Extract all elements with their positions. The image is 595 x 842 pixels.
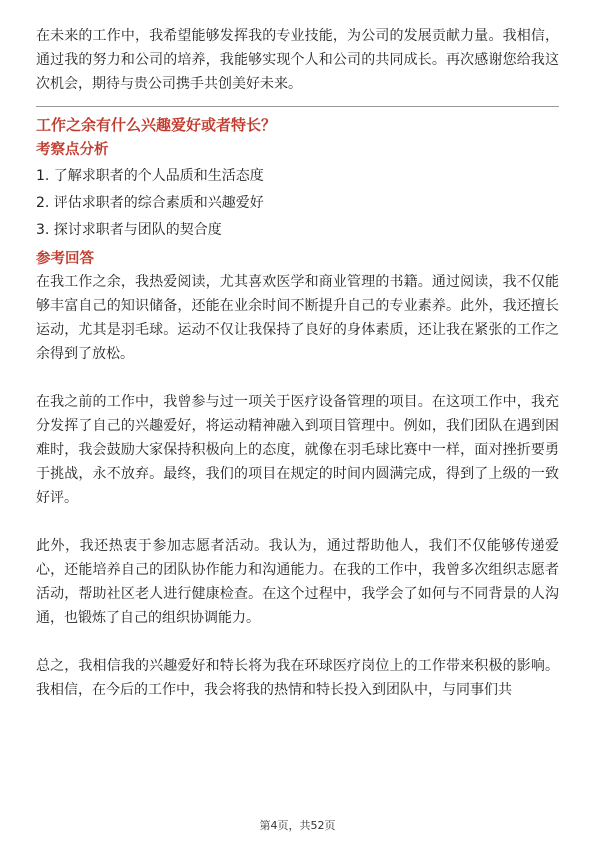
paragraph-gap bbox=[36, 366, 559, 390]
paragraph-gap bbox=[36, 510, 559, 534]
answer-paragraph: 总之，我相信我的兴趣爱好和特长将为我在环球医疗岗位上的工作带来积极的影响。我相信，在今后的工作中，我会将我的热情和特长投入到团队中，与同事们共 bbox=[36, 658, 559, 698]
intro-paragraph: 在未来的工作中，我希望能够发挥我的专业技能，为公司的发展贡献力量。我相信，通过我的努力和公司的培养，我能够实现个人和公司的共同成长。再次感谢您给我这次机会，期待与贵公司携手共创美好未来。 bbox=[36, 28, 559, 92]
question-title: 工作之余有什么兴趣爱好或者特长？ bbox=[36, 116, 277, 134]
analysis-item: 1. 了解求职者的个人品质和生活态度 bbox=[36, 168, 264, 184]
answer-heading: 参考回答 bbox=[36, 251, 94, 267]
document-page bbox=[36, 24, 559, 702]
answer-paragraph: 此外，我还热衷于参加志愿者活动。我认为，通过帮助他人，我们不仅能够传递爱心，还能培养自己的团队协作能力和沟通能力。在我的工作中，我曾多次组织志愿者活动，帮助社区老人进行健康检查。在这个过程中，我学会了如何与不同背景的人沟通，也锻炼了自己的组织协调能力。 bbox=[36, 538, 559, 626]
paragraph-gap bbox=[36, 630, 559, 654]
page-number: 第4页，共52页 bbox=[259, 819, 336, 832]
analysis-item: 3. 探讨求职者与团队的契合度 bbox=[36, 222, 222, 238]
analysis-heading: 考察点分析 bbox=[36, 142, 109, 158]
answer-paragraph: 在我工作之余，我热爱阅读，尤其喜欢医学和商业管理的书籍。通过阅读，我不仅能够丰富自己的知识储备，还能在业余时间不断提升自己的专业素养。此外，我还擅长运动，尤其是羽毛球。运动不仅让我保持了良好的身体素质，还让我在紧张的工作之余得到了放松。 bbox=[36, 274, 559, 362]
section-divider bbox=[36, 106, 559, 107]
analysis-item: 2. 评估求职者的综合素质和兴趣爱好 bbox=[36, 195, 264, 211]
answer-paragraph: 在我之前的工作中，我曾参与过一项关于医疗设备管理的项目。在这项工作中，我充分发挥了自己的兴趣爱好，将运动精神融入到项目管理中。例如，我们团队在遇到困难时，我会鼓励大家保持积极向上的态度，就像在羽毛球比赛中一样，面对挫折要勇于挑战，永不放弃。最终，我们的项目在规定的时间内圆满完成，得到了上级的一致好评。 bbox=[36, 394, 559, 506]
analysis-list bbox=[36, 163, 559, 244]
